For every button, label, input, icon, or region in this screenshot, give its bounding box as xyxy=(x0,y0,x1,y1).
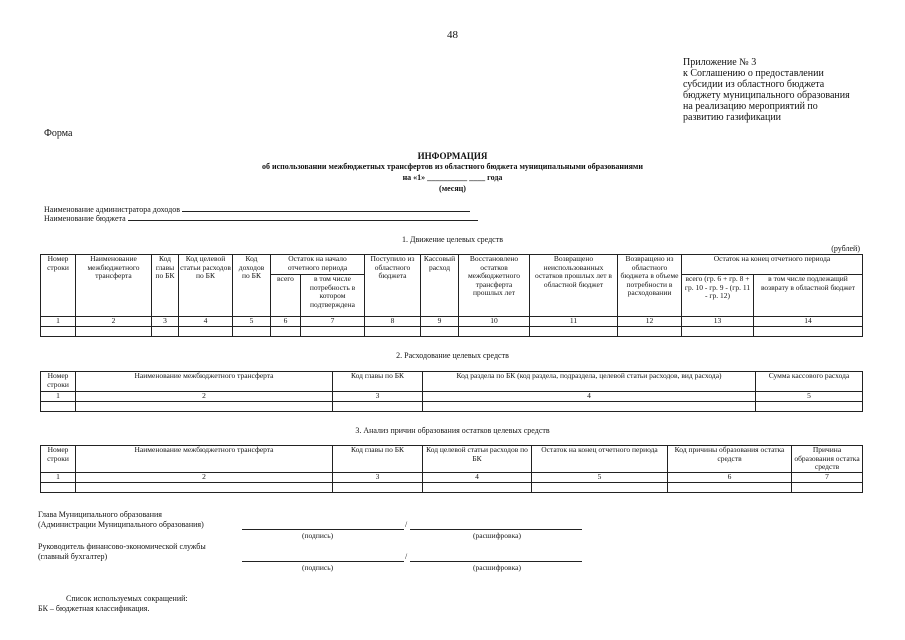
s2-header-transfer-name: Наименование межбюджетного трансферта xyxy=(76,372,333,392)
s3-header-target-code: Код целевой статьи расходов по БК xyxy=(423,446,532,473)
units-label: (рублей) xyxy=(831,244,860,253)
s2-col-number: 2 xyxy=(76,392,333,402)
s2-col-number: 1 xyxy=(41,392,76,402)
s3-col-number: 2 xyxy=(76,472,333,482)
appendix-line: к Соглашению о предоставлении xyxy=(683,68,824,79)
document-subtitle: об использовании межбюджетных трансфертов из областного бюджета муниципальными образованиями xyxy=(262,162,643,171)
s1-col-number: 4 xyxy=(179,317,233,327)
head-signature-caption: (подпись) xyxy=(302,531,334,540)
date-line: на «1» __________ ____ года xyxy=(402,173,503,182)
head-decoding-line[interactable] xyxy=(410,528,582,530)
s1-header-closing-return: в том числе подлежащий возврату в областной бюджет xyxy=(754,275,863,317)
s2-header-chapter-code: Код главы по БК xyxy=(333,372,423,392)
s2-col-number: 3 xyxy=(333,392,423,402)
fin-signature-line[interactable] xyxy=(242,560,404,562)
appendix-line: Приложение № 3 xyxy=(683,57,757,68)
s3-header-reason-code: Код причины образования остатка средств xyxy=(668,446,792,473)
s1-header-received: Поступило из областного бюджета xyxy=(365,255,421,317)
admin-input-line[interactable] xyxy=(182,203,470,212)
page-number: 48 xyxy=(447,29,458,41)
s1-col-number: 3 xyxy=(152,317,179,327)
budget-input-line[interactable] xyxy=(128,212,478,221)
s3-col-number: 4 xyxy=(423,472,532,482)
head-title-line1: Глава Муниципального образования xyxy=(38,510,162,519)
section2-title: 2. Расходование целевых средств xyxy=(396,351,509,360)
s1-col-number: 13 xyxy=(682,317,754,327)
head-slash: / xyxy=(405,520,408,529)
budget-field xyxy=(44,212,478,223)
appendix-line: субсидии из областного бюджета xyxy=(683,79,825,90)
s2-empty-row xyxy=(41,402,863,412)
s1-header-target-code: Код целевой статьи расходов по БК xyxy=(179,255,233,317)
s3-col-number: 7 xyxy=(792,472,863,482)
appendix-line: бюджету муниципального образования xyxy=(683,90,850,101)
document-title: ИНФОРМАЦИЯ xyxy=(417,151,488,161)
s1-header-cash-expense: Кассовый расход xyxy=(421,255,459,317)
section2-table xyxy=(40,371,863,412)
s1-col-number: 5 xyxy=(233,317,271,327)
s3-header-closing-balance: Остаток на конец отчетного периода xyxy=(532,446,668,473)
s3-col-number: 6 xyxy=(668,472,792,482)
fin-signature-caption: (подпись) xyxy=(302,563,334,572)
s1-header-returned-unused: Возвращено неиспользованных остатков прошлых лет в областной бюджет xyxy=(530,255,618,317)
s1-header-restored: Восстановлено остатков межбюджетного трансферта прошлых лет xyxy=(459,255,530,317)
s3-col-number: 3 xyxy=(333,472,423,482)
s1-header-opening-confirmed: в том числе потребность в котором подтверждена xyxy=(301,275,365,317)
appendix-line: на реализацию мероприятий по xyxy=(683,101,818,112)
s2-col-number: 4 xyxy=(423,392,756,402)
s1-header-opening-balance: Остаток на начало отчетного периода xyxy=(271,255,365,275)
s1-col-number: 10 xyxy=(459,317,530,327)
head-decoding-caption: (расшифровка) xyxy=(473,531,521,540)
s1-header-row-number: Номер строки xyxy=(41,255,76,317)
s3-col-number: 1 xyxy=(41,472,76,482)
section1-table xyxy=(40,254,863,337)
s1-header-closing-total: всего (гр. 6 + гр. 8 + гр. 10 - гр. 9 - (гр. 11 - гр. 12) xyxy=(682,275,754,317)
s3-col-number: 5 xyxy=(532,472,668,482)
fin-decoding-caption: (расшифровка) xyxy=(473,563,521,572)
section3-table xyxy=(40,445,863,493)
s1-col-number: 14 xyxy=(754,317,863,327)
section3-title: 3. Анализ причин образования остатков целевых средств xyxy=(355,426,550,435)
s1-col-number: 1 xyxy=(41,317,76,327)
s1-col-number: 12 xyxy=(618,317,682,327)
fin-decoding-line[interactable] xyxy=(410,560,582,562)
s1-empty-row xyxy=(41,327,863,337)
month-note: (месяц) xyxy=(439,184,466,193)
s2-header-row-number: Номер строки xyxy=(41,372,76,392)
budget-label: Наименование бюджета xyxy=(44,214,126,223)
s3-empty-row xyxy=(41,482,863,492)
s2-header-section-code: Код раздела по БК (код раздела, подраздела, целевой статьи расходов, вид расхода) xyxy=(423,372,756,392)
abbreviations-title: Список используемых сокращений: xyxy=(66,594,188,603)
s1-header-returned-from-budget: Возвращено из областного бюджета в объеме потребности в расходовании xyxy=(618,255,682,317)
section1-title: 1. Движение целевых средств xyxy=(401,235,504,244)
abbreviation-bk: БК – бюджетная классификация. xyxy=(38,604,150,613)
form-label: Форма xyxy=(44,128,73,139)
s1-col-number: 9 xyxy=(421,317,459,327)
s1-header-income-code: Код доходов по БК xyxy=(233,255,271,317)
head-title-line2: (Администрации Муниципального образования) xyxy=(38,520,204,529)
appendix-note xyxy=(683,57,893,123)
s3-header-row-number: Номер строки xyxy=(41,446,76,473)
s1-header-transfer-name: Наименование межбюджетного трансферта xyxy=(76,255,152,317)
fin-slash: / xyxy=(405,552,408,561)
s1-header-closing-balance: Остаток на конец отчетного периода xyxy=(682,255,863,275)
s2-header-cash-sum: Сумма кассового расхода xyxy=(756,372,863,392)
s1-col-number: 6 xyxy=(271,317,301,327)
s3-header-chapter-code: Код главы по БК xyxy=(333,446,423,473)
s1-header-opening-total: всего xyxy=(271,275,301,317)
s3-header-transfer-name: Наименование межбюджетного трансферта xyxy=(76,446,333,473)
s1-col-number: 8 xyxy=(365,317,421,327)
s1-col-number: 2 xyxy=(76,317,152,327)
s1-col-number: 7 xyxy=(301,317,365,327)
head-signature-line[interactable] xyxy=(242,528,404,530)
s1-header-chapter-code: Код главы по БК xyxy=(152,255,179,317)
appendix-line: развитию газификации xyxy=(683,112,782,123)
fin-title-line2: (главный бухгалтер) xyxy=(38,552,108,561)
s2-col-number: 5 xyxy=(756,392,863,402)
admin-label: Наименование администратора доходов xyxy=(44,205,180,214)
fin-title-line1: Руководитель финансово-экономической службы xyxy=(38,542,206,551)
s1-col-number: 11 xyxy=(530,317,618,327)
s3-header-reason: Причина образования остатка средств xyxy=(792,446,863,473)
